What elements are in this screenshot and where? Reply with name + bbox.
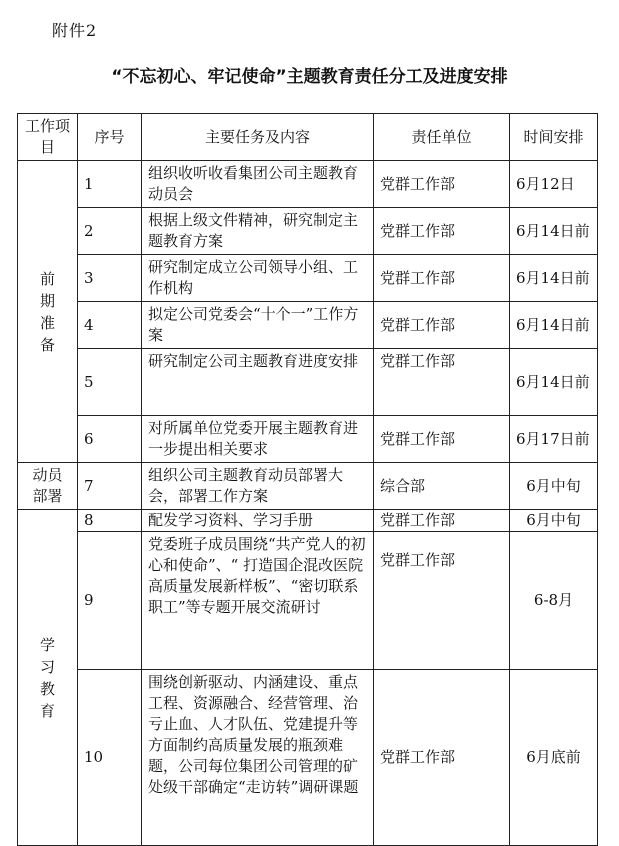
row-seq: 7 [78,463,142,510]
row-content: 根据上级文件精神，研究制定主题教育方案 [142,208,374,255]
table-row [18,255,598,302]
row-unit: 党群工作部 [374,302,510,349]
row-content: 党委班子成员围绕“共产党人的初心和使命”、“ 打造国企混改医院高质量发展新样板”、“密切联系职工”等专题开展交流研讨 [142,532,374,670]
row-time: 6月中旬 [510,463,598,510]
row-time: 6月中旬 [510,510,598,532]
table-row [18,416,598,463]
schedule-table [17,113,598,846]
table-row [18,161,598,208]
row-seq: 1 [78,161,142,208]
row-time: 6月14日前 [510,302,598,349]
row-time: 6月14日前 [510,255,598,302]
header-time: 时间安排 [510,114,598,161]
row-content: 对所属单位党委开展主题教育进一步提出相关要求 [142,416,374,463]
row-content: 拟定公司党委会“十个一”工作方案 [142,302,374,349]
header-unit: 责任单位 [374,114,510,161]
table-row [18,208,598,255]
attachment-label: 附件2 [52,21,98,40]
header-row [18,114,598,161]
row-time: 6月12日 [510,161,598,208]
header-seq: 序号 [78,114,142,161]
row-seq: 5 [78,349,142,416]
table-row [18,510,598,532]
row-content: 组织公司主题教育动员部署大会，部署工作方案 [142,463,374,510]
row-seq: 2 [78,208,142,255]
table-row [18,532,598,670]
row-seq: 3 [78,255,142,302]
table-row [18,302,598,349]
row-unit: 党群工作部 [374,510,510,532]
header-content: 主要任务及内容 [142,114,374,161]
row-seq: 6 [78,416,142,463]
table-row [18,670,598,846]
row-unit: 党群工作部 [374,255,510,302]
row-seq: 9 [78,532,142,670]
row-content: 围绕创新驱动、内涵建设、重点工程、资源融合、经营管理、治亏止血、人才队伍、党建提升等方面制约高质量发展的瓶颈难题，公司每位集团公司管理的矿处级干部确定“走访转”调研课题 [142,670,374,846]
row-time: 6月底前 [510,670,598,846]
row-content: 研究制定公司主题教育进度安排 [142,349,374,416]
row-unit: 党群工作部 [374,416,510,463]
row-content: 配发学习资料、学习手册 [142,510,374,532]
category-study: 学习教育 [18,510,78,846]
row-seq: 10 [78,670,142,846]
page-title: “不忘初心、牢记使命”主题教育责任分工及进度安排 [111,67,508,87]
category-prep: 前期准备 [18,161,78,463]
row-unit: 综合部 [374,463,510,510]
row-unit: 党群工作部 [374,161,510,208]
table-row [18,349,598,416]
category-mobilize: 动员部署 [18,463,78,510]
row-content: 研究制定成立公司领导小组、工作机构 [142,255,374,302]
row-unit: 党群工作部 [374,208,510,255]
table-row [18,463,598,510]
row-unit: 党群工作部 [374,349,510,416]
row-time: 6月14日前 [510,208,598,255]
row-time: 6月14日前 [510,349,598,416]
row-time: 6-8月 [510,532,598,670]
row-seq: 8 [78,510,142,532]
row-content: 组织收听收看集团公司主题教育动员会 [142,161,374,208]
row-unit: 党群工作部 [374,532,510,670]
header-category: 工作项目 [18,114,78,161]
row-unit: 党群工作部 [374,670,510,846]
row-seq: 4 [78,302,142,349]
row-time: 6月17日前 [510,416,598,463]
